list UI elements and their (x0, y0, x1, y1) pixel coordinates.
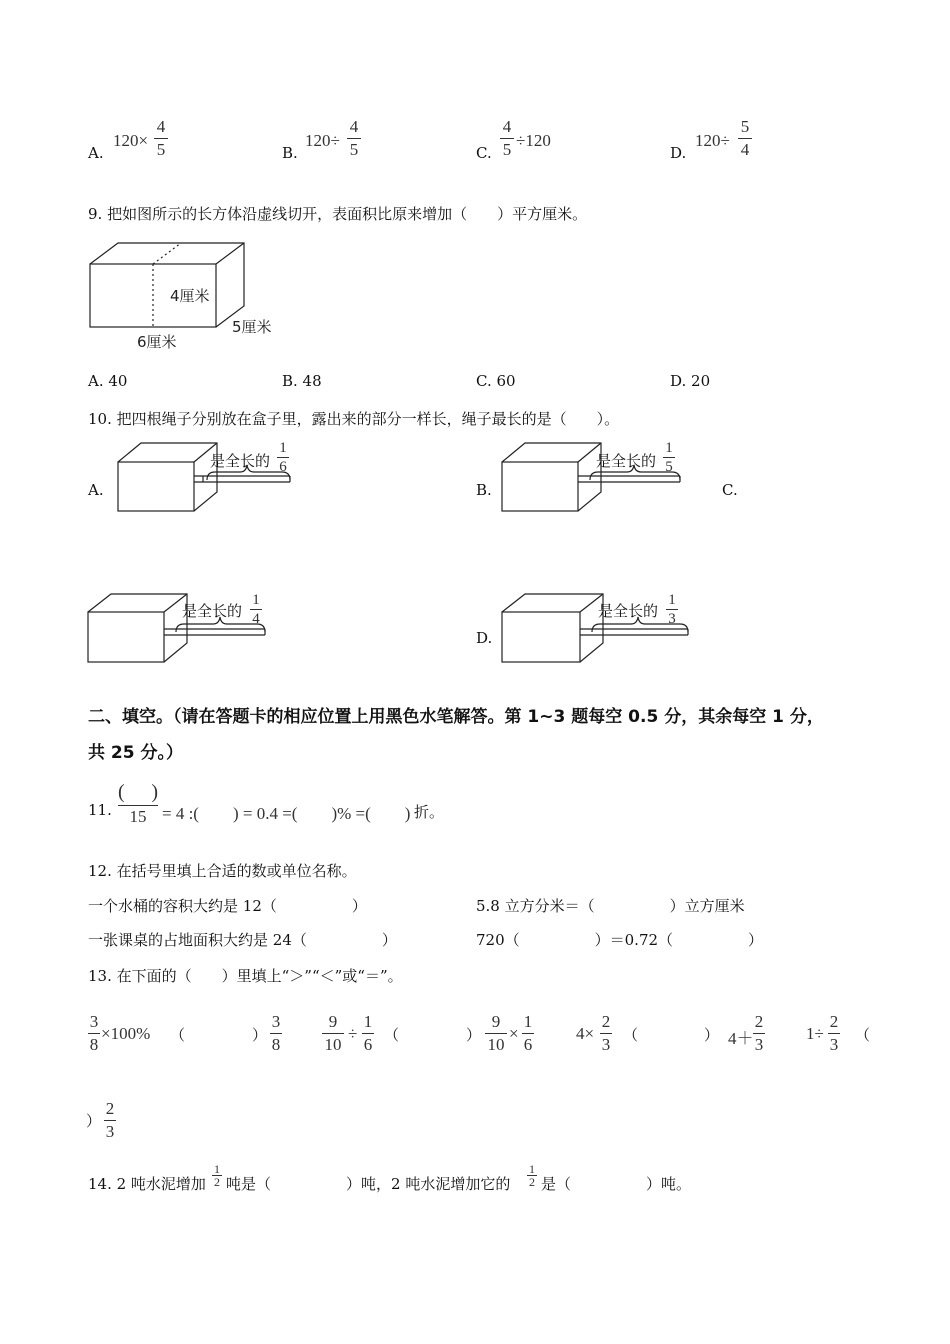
q13-e3-left: 4× (576, 1024, 595, 1043)
q10-option-b[interactable]: B. (476, 481, 492, 499)
q14-part3: 是（ ）吨。 (541, 1175, 692, 1193)
box-d-fraction: 1 3 (666, 592, 678, 627)
box-c-fraction: 1 4 (250, 592, 262, 627)
q13-e2r-op: × (509, 1024, 519, 1043)
q10-stem: 10. 把四根绳子分别放在盒子里，露出来的部分一样长，绳子最长的是（ ）。 (88, 410, 620, 428)
q13-e2r-fraction1: 9 10 (485, 1012, 507, 1055)
cuboid-depth-label: 5厘米 (232, 318, 272, 336)
box-b-caption: 是全长的 (596, 452, 657, 470)
q13-e2-fraction1: 9 10 (322, 1012, 344, 1055)
cuboid-height-label: 4厘米 (170, 287, 210, 305)
box-b-fraction: 1 5 (663, 440, 675, 475)
q13-e3r-fraction: 2 3 (754, 1012, 764, 1054)
q12-row1-right: 5.8 立方分米＝（ ）立方厘米 (476, 897, 745, 915)
box-c-caption: 是全长的 (182, 602, 243, 620)
q10-option-a[interactable]: A. (88, 481, 104, 499)
q11-number: 11. (88, 801, 112, 819)
box-d-caption: 是全长的 (598, 602, 659, 620)
q9-option-a[interactable]: A. 40 (88, 372, 128, 390)
q13-e3-paren-close: ） (704, 1026, 720, 1044)
option-c-label[interactable]: C. (476, 144, 492, 162)
q14-part1: 14. 2 吨水泥增加 (88, 1175, 206, 1193)
q14-fraction1: 1 2 (214, 1162, 220, 1189)
q14-part2: 吨是（ ）吨，2 吨水泥增加它的 (226, 1175, 511, 1193)
option-c-expr: ÷120 (516, 131, 551, 150)
section-2-heading-line2: 共 25 分。） (88, 743, 183, 763)
q13-e1r-fraction: 3 8 (271, 1012, 281, 1054)
q11-expression: = 4 :( ) = 0.4 =( )% =( ) (162, 804, 411, 823)
q13-e2-op: ÷ (348, 1024, 358, 1043)
q9-stem: 9. 把如图所示的长方体沿虚线切开，表面积比原来增加（ ）平方厘米。 (88, 205, 588, 223)
q9-option-c[interactable]: C. 60 (476, 372, 516, 390)
option-c-fraction: 4 5 (500, 117, 514, 160)
q9-option-b[interactable]: B. 48 (282, 372, 322, 390)
option-b-fraction: 4 5 (347, 117, 361, 160)
option-d-expr: 120÷ (695, 131, 730, 150)
q9-option-d[interactable]: D. 20 (670, 372, 711, 390)
q12-row2-right: 720（ ）＝0.72（ ） (476, 931, 764, 949)
cuboid-length-label: 6厘米 (137, 333, 177, 351)
q11-fraction: ( ) 15 (118, 781, 158, 826)
q13-e1-fraction: 3 8 (89, 1012, 99, 1054)
box-a-fraction: 1 6 (277, 440, 289, 475)
q13-e4-paren-open[interactable]: （ (855, 1026, 871, 1044)
q13-e3-paren-open[interactable]: （ (623, 1026, 639, 1044)
option-a-label[interactable]: A. (88, 144, 104, 162)
q13-e2-paren-close: ） (466, 1026, 482, 1044)
q13-e4-paren-close: ） (86, 1112, 102, 1130)
q13-e4r-fraction: 2 3 (105, 1099, 115, 1141)
q13-e1-paren-open[interactable]: （ (170, 1026, 186, 1044)
q13-e2-fraction2: 1 6 (363, 1012, 373, 1054)
q13-e1-paren-close: ） (252, 1026, 268, 1044)
box-a-caption: 是全长的 (210, 452, 271, 470)
q12-row1-left: 一个水桶的容积大约是 12（ ） (88, 897, 367, 915)
q12-stem: 12. 在括号里填上合适的数或单位名称。 (88, 862, 357, 880)
option-d-fraction: 5 4 (738, 117, 752, 160)
q13-e4-fraction: 2 3 (829, 1012, 839, 1054)
q14-fraction2: 1 2 (529, 1162, 535, 1189)
q13-e3-fraction: 2 3 (601, 1012, 611, 1054)
q13-e2r-fraction2: 1 6 (523, 1012, 533, 1054)
option-b-label[interactable]: B. (282, 144, 298, 162)
q13-e2-paren-open[interactable]: （ (384, 1026, 400, 1044)
option-d-label[interactable]: D. (670, 144, 687, 162)
q13-e3r-left: 4＋ (728, 1029, 754, 1048)
option-a-fraction: 4 5 (154, 117, 168, 160)
section-2-heading-line1: 二、填空。（请在答题卡的相应位置上用黑色水笔解答。第 1~3 题每空 0.5 分，其余每空 1 分， (88, 707, 824, 727)
option-a-expr: 120× (113, 131, 149, 150)
q13-e4-left: 1÷ (806, 1024, 824, 1043)
q13-stem: 13. 在下面的（ ）里填上“＞”“＜”或“＝”。 (88, 967, 403, 985)
q13-e1-tail: ×100% (101, 1024, 151, 1043)
q10-option-c[interactable]: C. (722, 481, 738, 499)
q12-row2-left: 一张课桌的占地面积大约是 24（ ） (88, 931, 397, 949)
q11-tail: 折。 (414, 803, 445, 821)
option-b-expr: 120÷ (305, 131, 340, 150)
q10-option-d[interactable]: D. (476, 629, 493, 647)
